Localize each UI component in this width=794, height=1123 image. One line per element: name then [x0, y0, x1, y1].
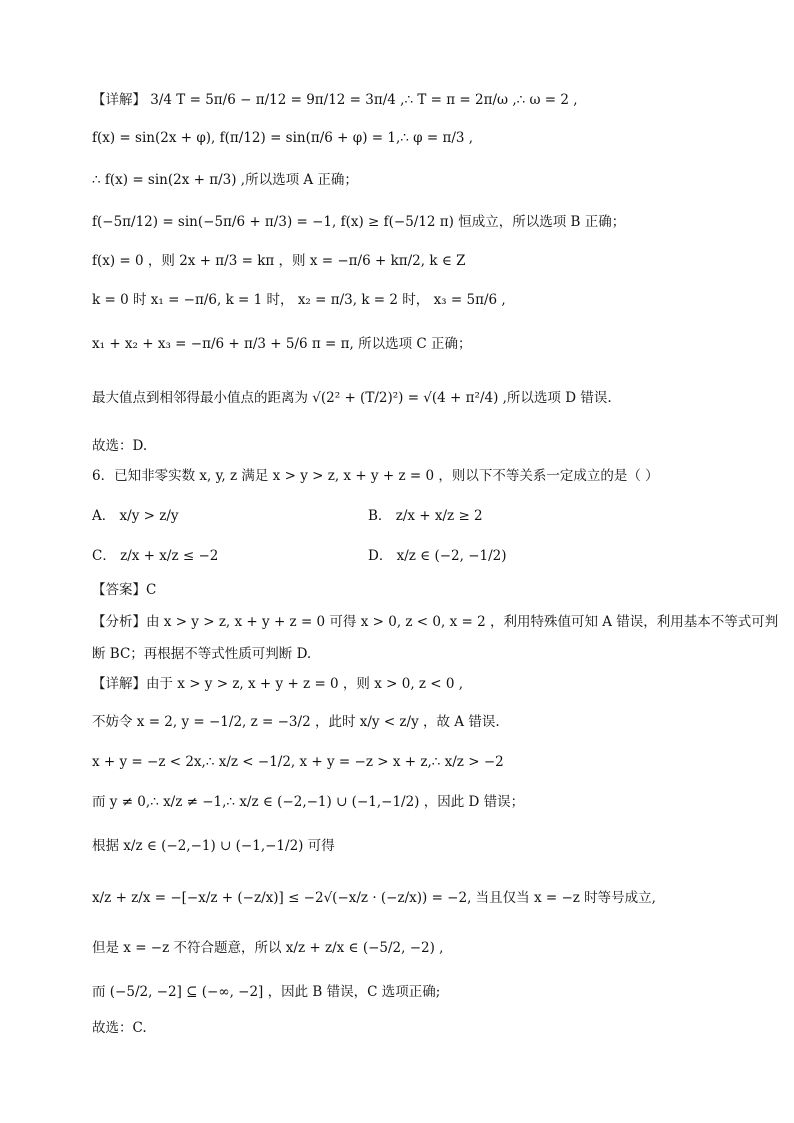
- question6-option-c: C． z/x + x/z ≤ −2: [92, 548, 219, 564]
- solution5-line5: f(x) = 0 ，则 2x + π/3 = kπ ，则 x = −π/6 + kπ/2, k ∈ Z: [92, 253, 466, 269]
- question6-option-b: B． z/x + x/z ≥ 2: [368, 508, 483, 524]
- question6-analysis-line1: 【分析】由 x > y > z, x + y + z = 0 可得 x > 0, z < 0, x = 2 ，利用特殊值可知 A 错误，利用基本不等式可判: [92, 614, 779, 630]
- question6-detail-line2: 不妨令 x = 2, y = −1/2, z = −3/2 ，此时 x/y < z/y ，故 A 错误.: [92, 714, 500, 730]
- question6-detail-line7: 但是 x = −z 不符合题意，所以 x/z + z/x ∈ (−5/2, −2) ,: [92, 940, 444, 956]
- question6-analysis-line2: 断 BC；再根据不等式性质可判断 D.: [92, 646, 312, 662]
- question6-detail-line8: 而 (−5/2, −2] ⊆ (−∞, −2] ，因此 B 错误，C 选项正确;: [92, 984, 441, 1000]
- solution5-conclusion: 故选：D.: [92, 438, 148, 454]
- solution5-line2: f(x) = sin(2x + φ), f(π/12) = sin(π/6 + φ) = 1,∴ φ = π/3 ,: [92, 130, 474, 146]
- question6-detail-line5: 根据 x/z ∈ (−2,−1) ∪ (−1,−1/2) 可得: [92, 838, 335, 854]
- solution5-line6: k = 0 时 x₁ = −π/6, k = 1 时， x₂ = π/3, k = 2 时， x₃ = 5π/6 ,: [92, 292, 506, 308]
- question6-stem: 6．已知非零实数 x, y, z 满足 x > y > z, x + y + z = 0 ，则以下不等关系一定成立的是（ ）: [92, 468, 659, 484]
- solution5-line8: 最大值点到相邻得最小值点的距离为 √(2² + (T/2)²) = √(4 + π²/4) ,所以选项 D 错误.: [92, 390, 612, 406]
- question6-option-a: A． x/y > z/y: [92, 508, 179, 524]
- solution5-line4: f(−5π/12) = sin(−5π/6 + π/3) = −1, f(x) ≥ f(−5/12 π) 恒成立，所以选项 B 正确；: [92, 214, 626, 230]
- question6-detail-line1: 【详解】由于 x > y > z, x + y + z = 0 ，则 x > 0, z < 0 ,: [92, 676, 464, 692]
- question6-detail-line6: x/z + z/x = −[−x/z + (−z/x)] ≤ −2√(−x/z · (−z/x)) = −2, 当且仅当 x = −z 时等号成立,: [92, 890, 656, 906]
- question6-detail-line4: 而 y ≠ 0,∴ x/z ≠ −1,∴ x/z ∈ (−2,−1) ∪ (−1,−1/2) ，因此 D 错误；: [92, 794, 525, 810]
- solution5-line3: ∴ f(x) = sin(2x + π/3) ,所以选项 A 正确；: [92, 172, 358, 188]
- solution5-line7: x₁ + x₂ + x₃ = −π/6 + π/3 + 5/6 π = π, 所以选项 C 正确；: [92, 336, 472, 352]
- solution5-line1: 【详解】 3/4 T = 5π/6 − π/12 = 9π/12 = 3π/4 ,∴ T = π = 2π/ω ,∴ ω = 2 ,: [92, 92, 578, 108]
- question6-answer: 【答案】C: [92, 582, 157, 598]
- question6-detail-line3: x + y = −z < 2x,∴ x/z < −1/2, x + y = −z > x + z,∴ x/z > −2: [92, 754, 504, 770]
- question6-option-d: D． x/z ∈ (−2, −1/2): [368, 548, 507, 564]
- question6-conclusion: 故选：C.: [92, 1020, 147, 1036]
